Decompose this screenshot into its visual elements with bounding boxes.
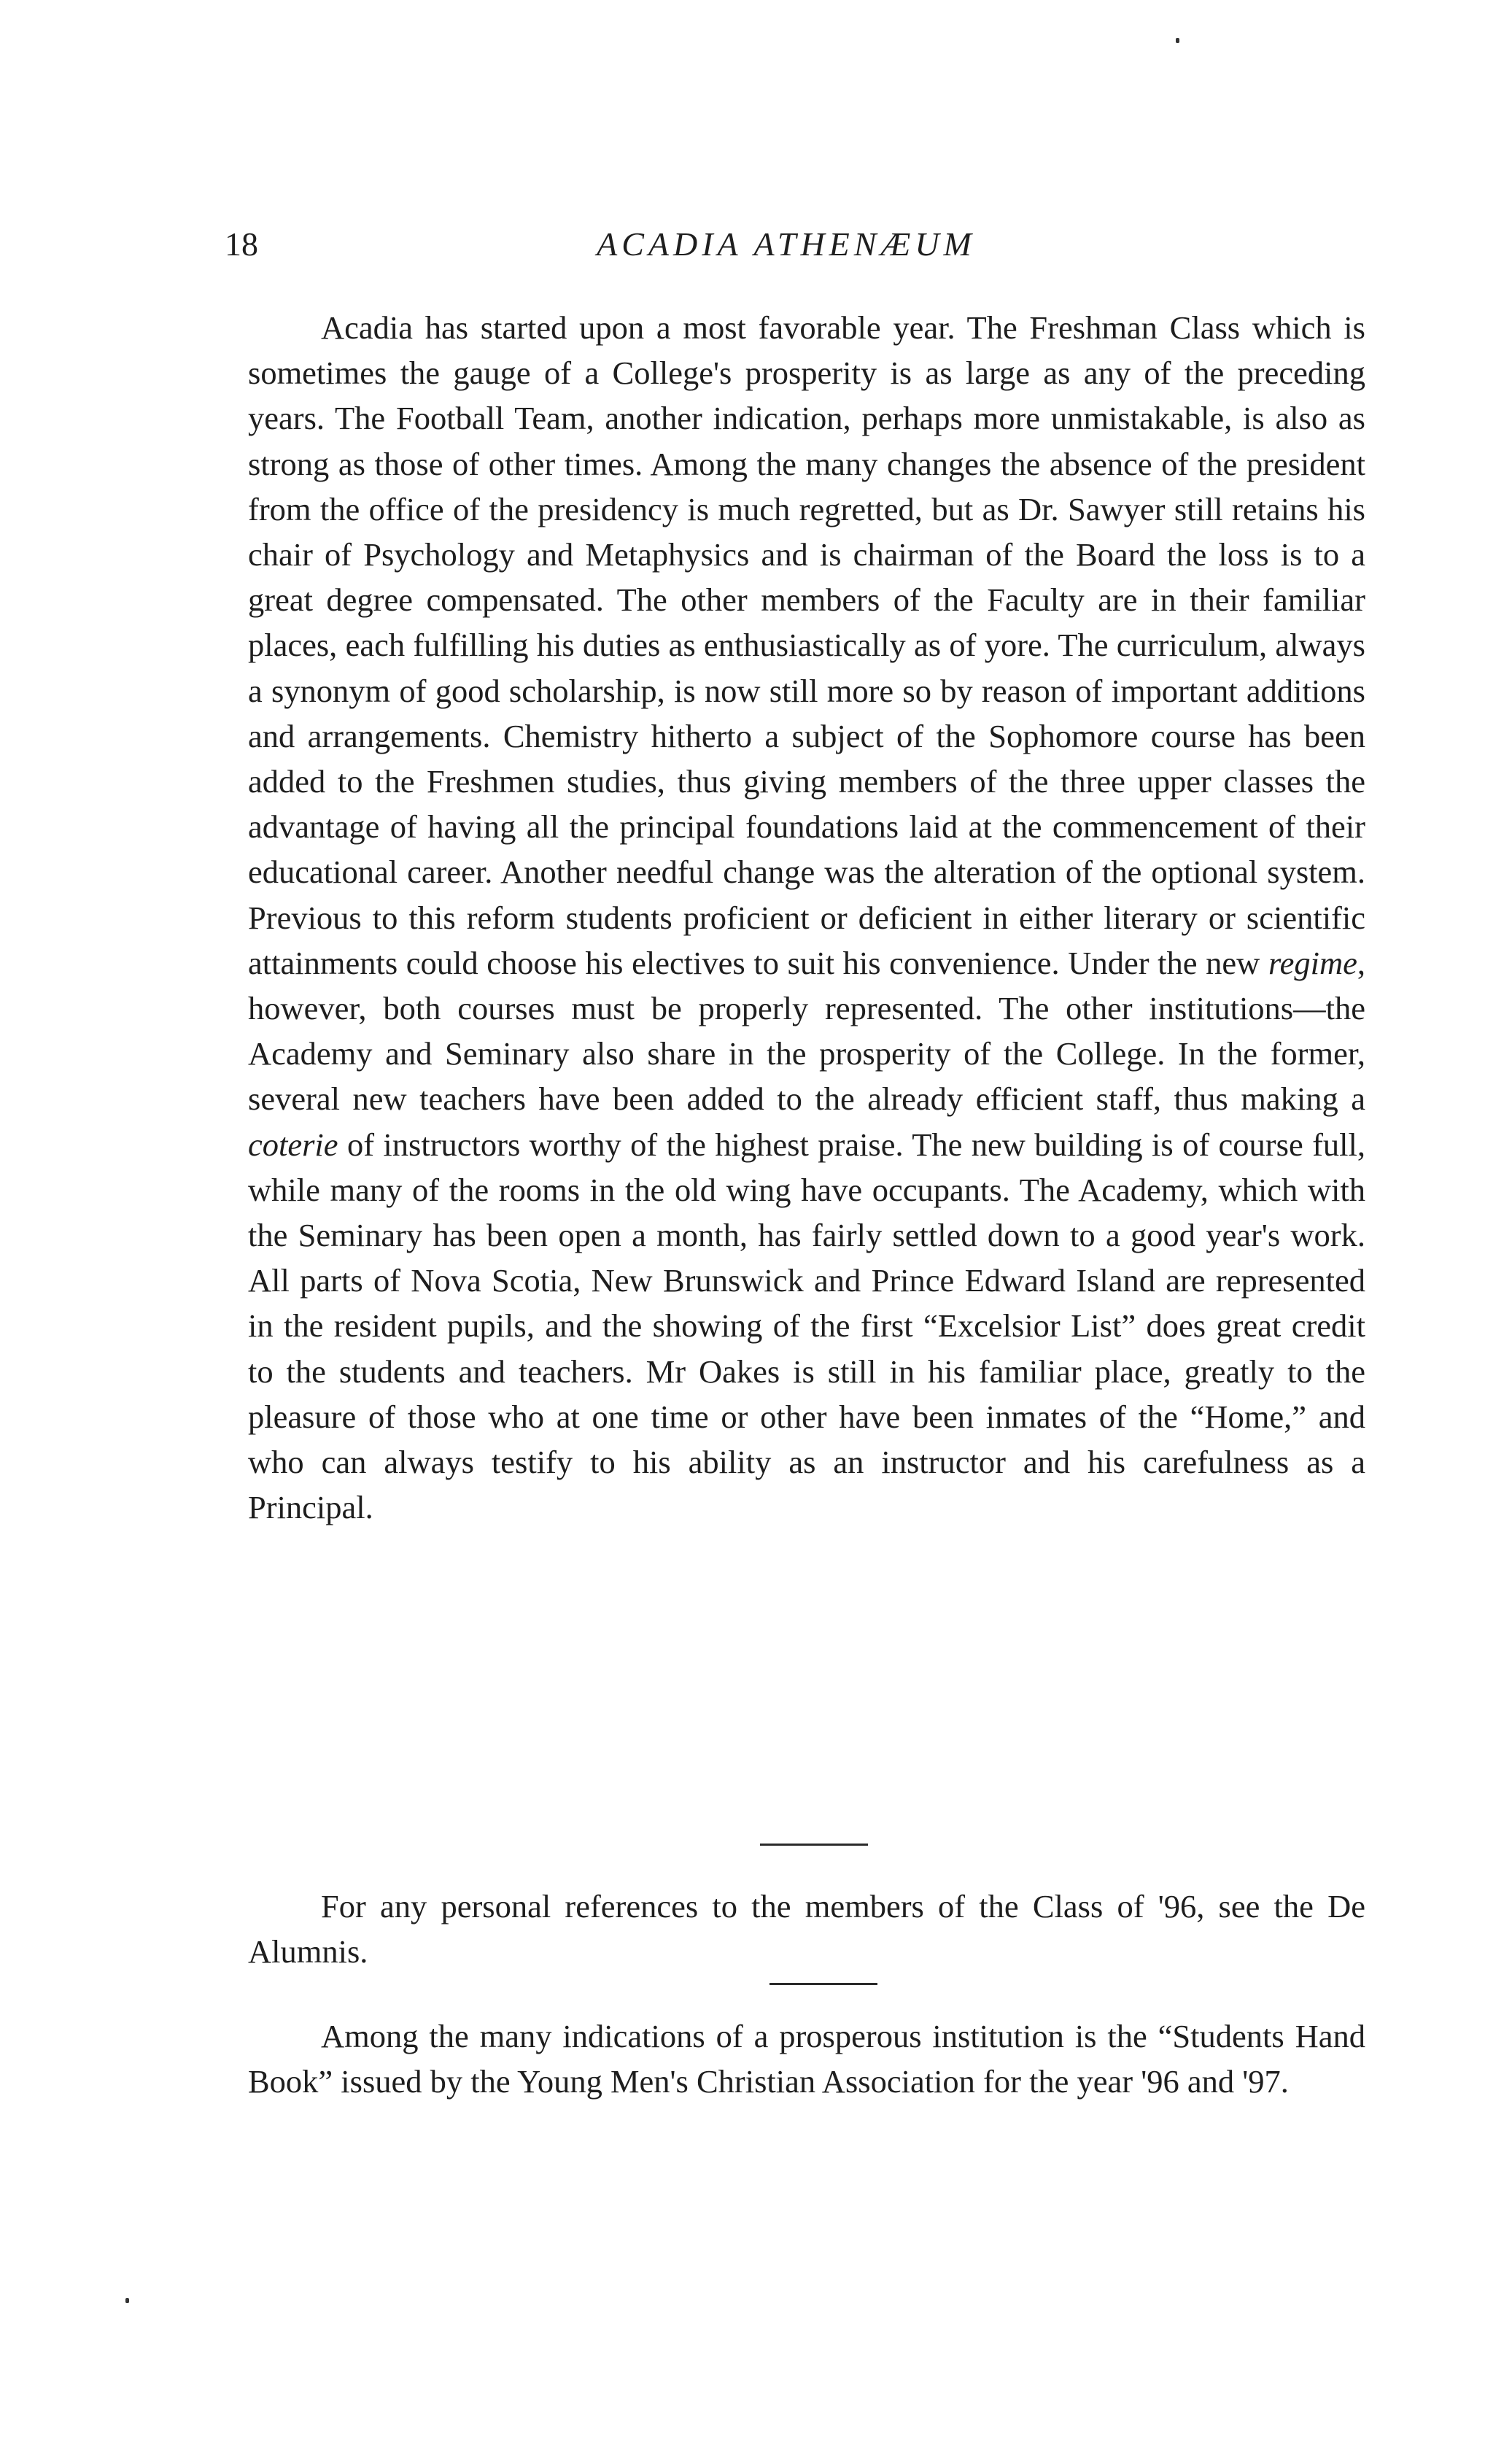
section-divider [760,1844,868,1846]
section-divider [769,1983,877,1985]
paragraph-text: , however, both courses must be properly represented. The other institutions—the Academy and Seminary also share in the prosperity of the College. In the former, several new teachers have been added to the already efficient staff, thus making a [248,944,1365,1118]
page-number: 18 [225,225,258,263]
paragraph-hand-book: Among the many indications of a prosperous institution is the “Students Hand Book” issued by the Young Men's Christian Association for the year '96 and '97. [248,2018,1365,2100]
paragraph-acadia-year [248,305,1365,1530]
print-speck [125,2298,129,2303]
paragraph-text: Acadia has started upon a most favorable year. The Freshman Class which is sometimes the gauge of a College's prosperity is as large as any of the preceding years. The Football Team, another indication, perhaps more unmistakable, is also as strong as those of other times. Among the many changes the absence of the president from the office of the presidency is much regretted, but as Dr. Sawyer still retains his chair of Psychology and Metaphysics and is chairman of the Board the loss is to a great degree compensated. The other members of the Faculty are in their familiar places, each fulfilling his duties as enthusiastically as of yore. The curriculum, always a synonym of good scholarship, is now still more so by reason of important additions and arrangements. Chemistry hitherto a subject of the Sophomore course has been added to the Freshmen studies, thus giving members of the three upper classes the advantage of having all the principal foundations laid at the commencement of their educational career. Another needful change was the alteration of the optional system. Previous to this reform students proficient or deficient in either literary or scientific attainments could choose his electives to suit his convenience. Under the new [248,309,1365,981]
paragraph-class-references: For any personal references to the members of the Class of '96, see the De Alumnis. [248,1888,1365,1970]
italic-word-regime: regime [1268,944,1357,981]
paragraph-text: of instructors worthy of the highest praise. The new building is of course full, while many of the rooms in the old wing have occupants. The Academy, which with the Seminary has been open a month, has fairly settled down to a good year's work. All parts of Nova Scotia, New Brunswick and Prince Edward Island are represented in the resident pupils, and the showing of the first “Excelsior List” does great credit to the students and teachers. Mr Oakes is still in his familiar place, greatly to the pleasure of those who at one time or other have been inmates of the “Home,” and who can always testify to his ability as an instructor and his carefulness as a Principal. [248,1126,1365,1526]
print-speck [1176,38,1179,43]
italic-word-coterie: coterie [248,1126,338,1163]
running-title: ACADIA ATHENÆUM [597,225,976,263]
page-header [225,219,1362,270]
